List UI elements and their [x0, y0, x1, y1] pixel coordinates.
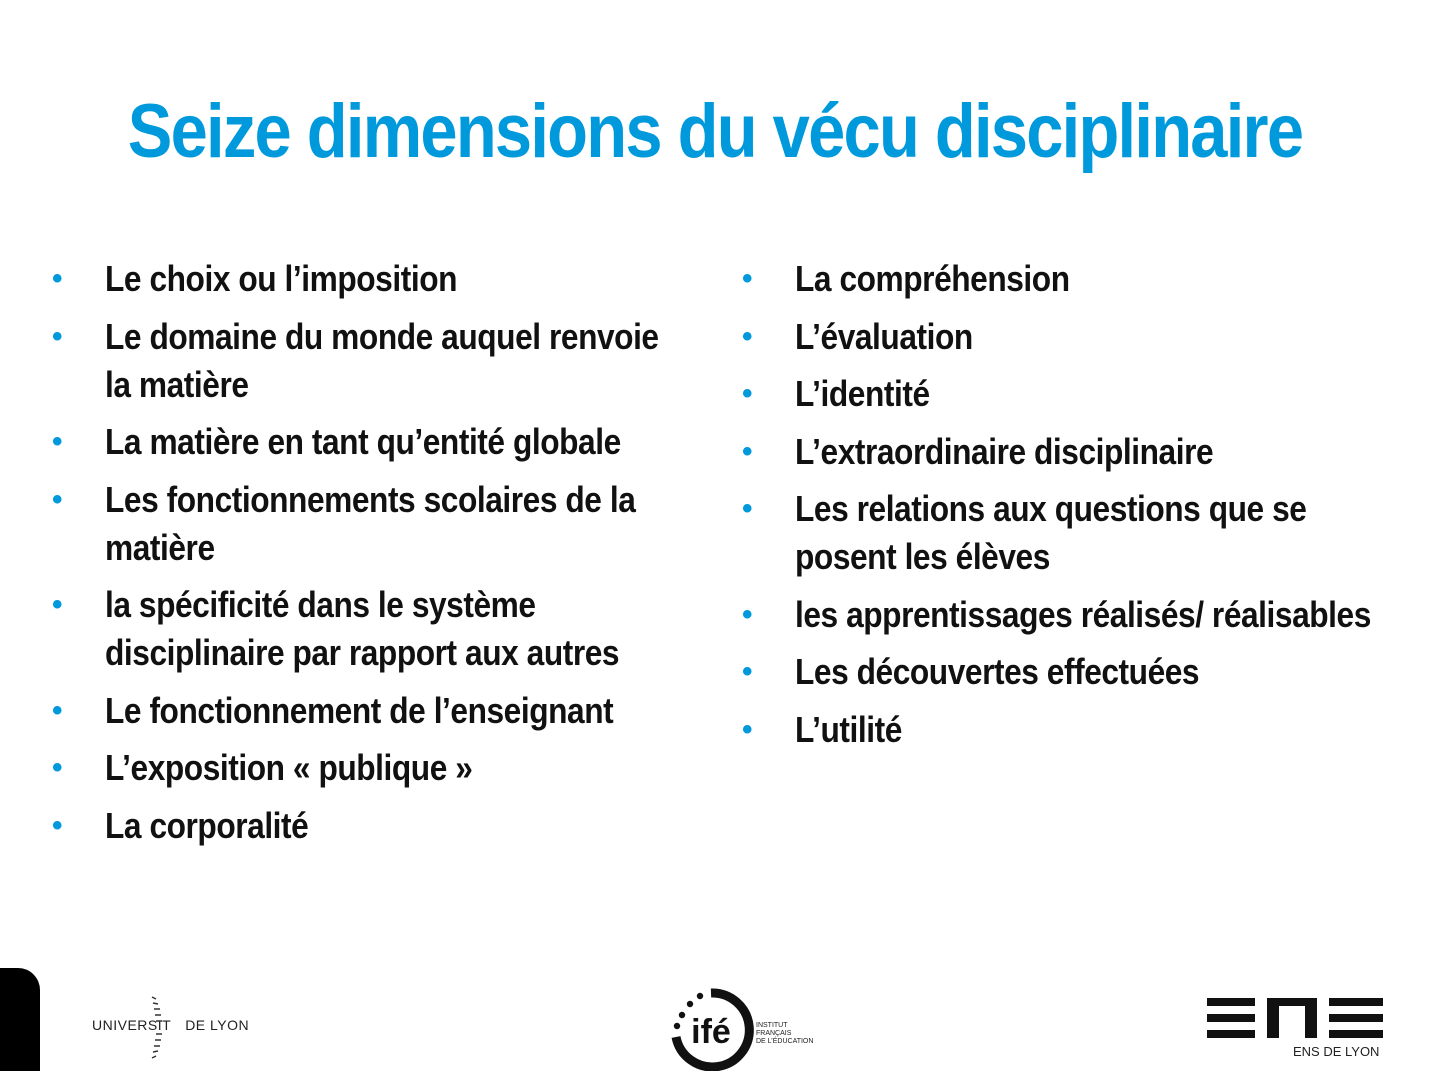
list-item: • Les relations aux questions que se posent les élèves	[740, 485, 1380, 581]
bullet-icon: •	[52, 693, 63, 727]
list-item: • L’exposition « publique »	[50, 744, 690, 792]
list-item: • la spécificité dans le système disciplinaire par rapport aux autres	[50, 581, 690, 677]
bullet-icon: •	[52, 319, 63, 353]
list-item: • L’identité	[740, 370, 1380, 418]
bullet-icon: •	[742, 377, 753, 410]
bullet-icon: •	[52, 425, 63, 458]
list-item: • La corporalité	[50, 802, 690, 850]
list-item: • Le domaine du monde auquel renvoie la matière	[50, 313, 690, 409]
list-item: • Les fonctionnements scolaires de la matière	[50, 476, 690, 572]
bullet-icon: •	[742, 319, 753, 353]
bullet-icon: •	[52, 262, 63, 295]
svg-text:ifé: ifé	[691, 1013, 731, 1051]
ife-mark-icon	[668, 985, 754, 1071]
list-item: • L’évaluation	[740, 313, 1380, 361]
bullet-icon: •	[52, 482, 63, 516]
list-item: • les apprentissages réalisés/ réalisables	[740, 591, 1380, 639]
bullet-icon: •	[742, 262, 753, 295]
list-item: • L’utilité	[740, 706, 1380, 754]
ife-subtitle: INSTITUT FRANÇAIS DE L’ÉDUCATION	[756, 1022, 814, 1045]
logo-text-left: UNIVERSIT	[92, 1017, 172, 1033]
right-bullet-list	[740, 255, 1380, 763]
ens-mark-icon	[1205, 996, 1385, 1041]
logo-text-right: DE LYON	[185, 1017, 250, 1033]
arc-icon	[144, 995, 174, 1060]
universite-de-lyon-logo	[92, 995, 252, 1060]
ife-logo	[668, 985, 818, 1071]
left-bullet-list	[50, 255, 690, 859]
bullet-icon: •	[52, 808, 63, 842]
list-item: • Le choix ou l’imposition	[50, 255, 690, 303]
list-item: • Les découvertes effectuées	[740, 648, 1380, 696]
bullet-icon: •	[52, 588, 63, 621]
ens-de-lyon-logo	[1205, 996, 1385, 1066]
list-item: • La matière en tant qu’entité globale	[50, 418, 690, 466]
bullet-icon: •	[52, 751, 63, 784]
list-item: • L’extraordinaire disciplinaire	[740, 428, 1380, 476]
slide-title: Seize dimensions du vécu disciplinaire	[127, 89, 1303, 174]
bullet-icon: •	[742, 597, 753, 631]
list-item: • La compréhension	[740, 255, 1380, 303]
bullet-icon: •	[742, 492, 753, 525]
ens-subtitle: ENS DE LYON	[1293, 1044, 1380, 1059]
corner-decoration	[0, 968, 40, 1071]
bullet-icon: •	[742, 655, 753, 688]
bullet-icon: •	[742, 434, 753, 468]
bullet-icon: •	[742, 712, 753, 746]
list-item: • Le fonctionnement de l’enseignant	[50, 687, 690, 735]
